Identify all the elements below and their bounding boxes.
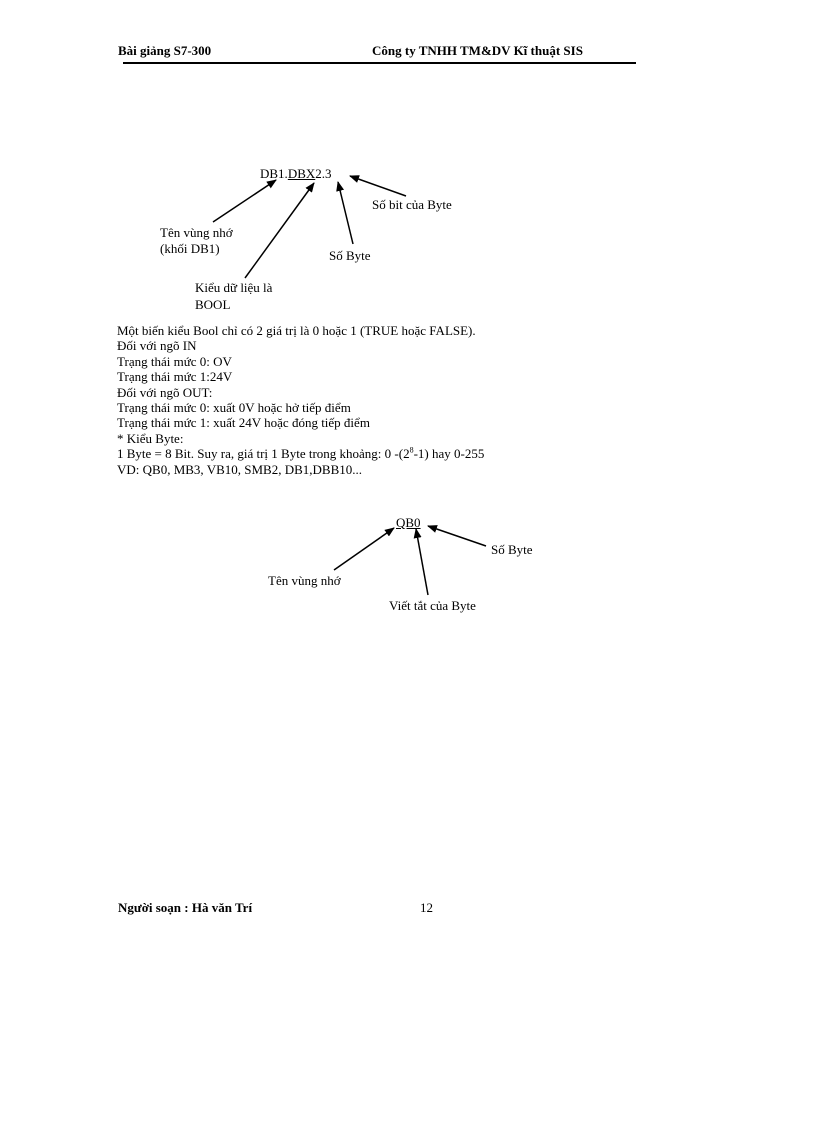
label-data-type-bool: BOOL (195, 297, 231, 312)
body-line-input-level1: Trạng thái mức 1:24V (117, 369, 233, 385)
db-address-rest: 2.3 (315, 166, 332, 181)
arrow-byte-number (338, 182, 353, 244)
body-line-bool: Một biến kiểu Bool chỉ có 2 giá trị là 0 hoặc 1 (TRUE hoặc FALSE). (117, 323, 476, 338)
footer-author: Người soạn : Hà văn Trí (118, 900, 253, 915)
label-qb-byte-number: Số Byte (491, 542, 533, 557)
arrow-bit-number (350, 176, 406, 196)
byte-range-text-end: -1) hay 0-255 (413, 446, 485, 462)
db-address-type: DBX (287, 166, 316, 181)
byte-range-text: 1 Byte = 8 Bit. Suy ra, giá trị 1 Byte trong khoảng: 0 -(2 (117, 446, 410, 462)
body-line-output-level0: Trạng thái mức 0: xuất 0V hoặc hở tiếp điểm (117, 400, 351, 416)
label-qb-byte-abbrev: Viết tắt của Byte (389, 598, 476, 613)
body-line-input-level0: Trạng thái mức 0: OV (117, 353, 232, 369)
header-right-company: Công ty TNHH TM&DV Kĩ thuật SIS (372, 43, 583, 58)
label-bit-number: Số bit của Byte (372, 197, 452, 212)
qb-address: QB0 (396, 515, 421, 530)
body-line-byte-type: * Kiểu Byte: (117, 430, 184, 446)
label-qb-memory-area: Tên vùng nhớ (268, 573, 341, 588)
header-left-title: Bài giảng S7-300 (118, 43, 212, 58)
label-memory-area: Tên vùng nhớ (160, 225, 233, 240)
body-line-output: Đối với ngõ OUT: (117, 384, 213, 400)
arrow-qb-memory-area (334, 528, 394, 570)
label-memory-area-block: (khối DB1) (160, 241, 220, 256)
arrow-qb-byte-number (428, 526, 486, 546)
label-byte-number: Số Byte (329, 248, 371, 263)
label-data-type: Kiểu dữ liệu là (195, 280, 273, 295)
arrow-data-type (245, 183, 314, 278)
page-number: 12 (420, 900, 433, 915)
arrow-memory-area (213, 180, 276, 222)
body-line-output-level1: Trạng thái mức 1: xuất 24V hoặc đóng tiếp điểm (117, 415, 370, 431)
byte-range-exponent: 8 (409, 445, 414, 455)
db-address-prefix: DB1. (260, 166, 288, 181)
body-line-input: Đối với ngõ IN (117, 338, 197, 354)
arrow-qb-byte-abbrev (416, 529, 428, 595)
body-line-examples: VD: QB0, MB3, VB10, SMB2, DB1,DBB10... (117, 461, 363, 477)
